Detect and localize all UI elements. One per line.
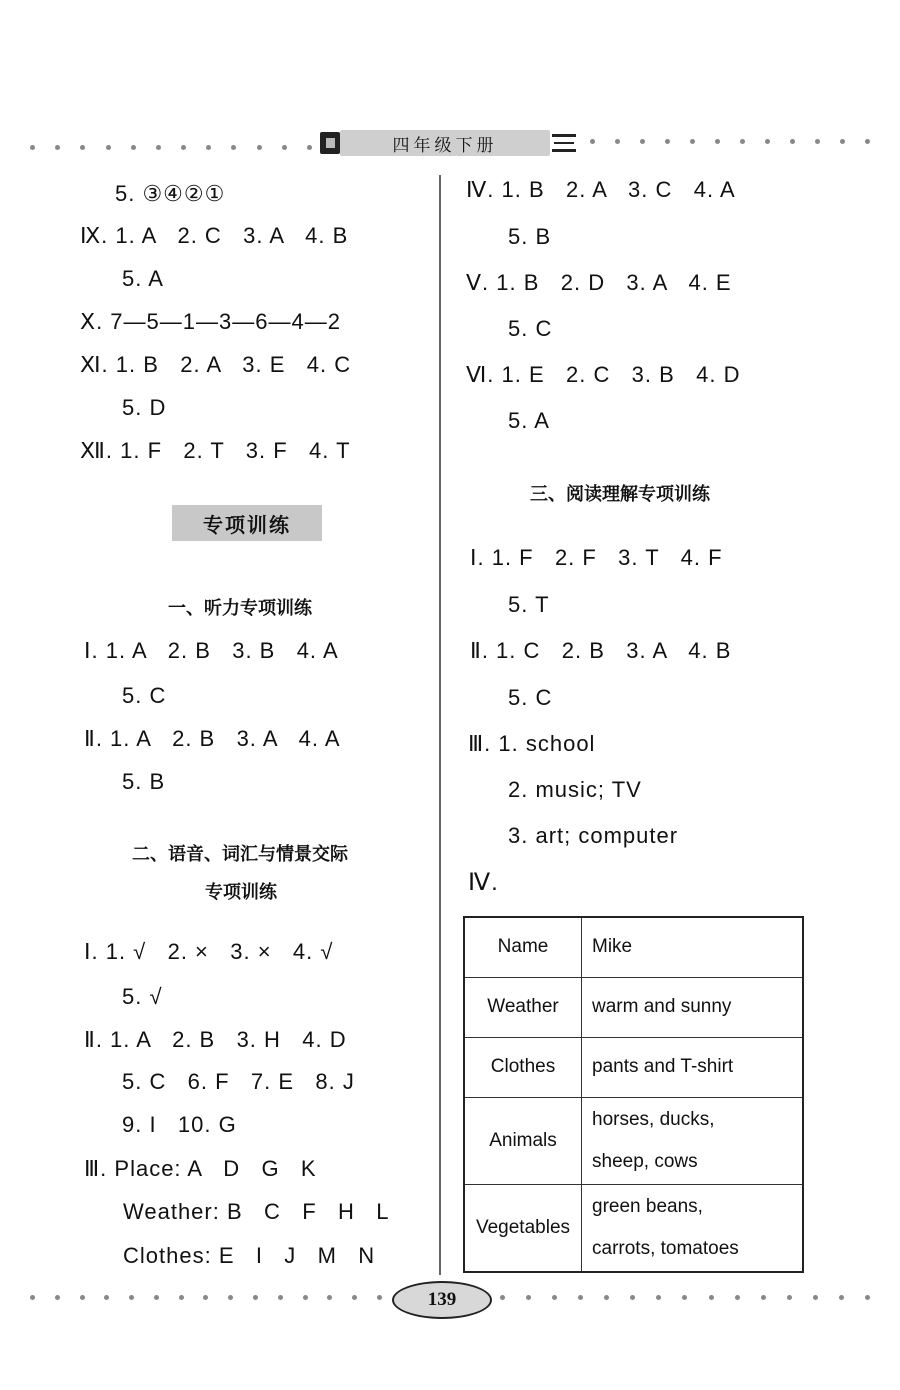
table-key-cell: Clothes [464, 1037, 582, 1097]
answer-line: 5. B [122, 769, 166, 794]
table-value-cell: warm and sunny [582, 977, 804, 1037]
page-number: 139 [392, 1281, 492, 1319]
section-heading-vocab: 二、语音、词汇与情景交际 [132, 844, 348, 865]
answer-line: 5. A [508, 408, 550, 433]
answer-line: 5. A [122, 266, 164, 291]
answer-line: Ⅲ. 1. school [468, 731, 596, 756]
header-dots-left [30, 143, 312, 151]
answer-line: 9. I 10. G [122, 1112, 237, 1137]
answer-line: Ⅱ. 1. A 2. B 3. H 4. D [84, 1027, 347, 1052]
reading-info-table [463, 916, 804, 1273]
table-value-cell: green beans, carrots, tomatoes [582, 1184, 804, 1272]
answer-line: Ⅰ. 1. F 2. F 3. T 4. F [470, 545, 723, 570]
answer-line: Ⅺ. 1. B 2. A 3. E 4. C [80, 352, 352, 377]
answer-line: Ⅰ. 1. √ 2. × 3. × 4. √ [84, 939, 334, 964]
table-row [464, 1037, 803, 1097]
column-divider [439, 175, 441, 1275]
book-icon [320, 132, 340, 154]
answer-line: 5. D [122, 395, 167, 420]
table-key-cell: Vegetables [464, 1184, 582, 1272]
stack-icon [552, 134, 576, 152]
table-value-cell: Mike [582, 917, 804, 977]
answer-line: Ⅱ. 1. A 2. B 3. A 4. A [84, 726, 341, 751]
answer-line: Ⅵ. 1. E 2. C 3. B 4. D [466, 362, 741, 387]
table-row [464, 1097, 803, 1184]
section-heading-reading: 三、阅读理解专项训练 [530, 484, 710, 505]
answer-line: Ⅴ. 1. B 2. D 3. A 4. E [466, 270, 732, 295]
page-header-title: 四年级下册 [340, 130, 550, 156]
footer-dots-left [30, 1293, 382, 1301]
special-training-banner: 专项训练 [172, 505, 322, 541]
table-row [464, 917, 803, 977]
table-row [464, 1184, 803, 1272]
answer-line: 5. C [122, 683, 167, 708]
answer-line: Ⅱ. 1. C 2. B 3. A 4. B [470, 638, 732, 663]
answer-line: 5. C [508, 316, 553, 341]
answer-line: 2. music; TV [508, 777, 642, 802]
answer-line: 5. ③④②① [115, 181, 226, 206]
answer-line: Ⅹ. 7—5—1—3—6—4—2 [80, 309, 341, 334]
table-value-cell: horses, ducks, sheep, cows [582, 1097, 804, 1184]
answer-line: Ⅲ. Place: A D G K [84, 1156, 317, 1181]
section-heading-vocab-line2: 专项训练 [205, 882, 277, 903]
answer-line: 3. art; computer [508, 823, 679, 848]
answer-line: Ⅳ. [468, 869, 499, 896]
header-dots-right [590, 137, 870, 145]
answer-line: 5. C [508, 685, 553, 710]
table-key-cell: Weather [464, 977, 582, 1037]
answer-line: 5. C 6. F 7. E 8. J [122, 1069, 355, 1094]
answer-line: 5. T [508, 592, 550, 617]
answer-line: Ⅻ. 1. F 2. T 3. F 4. T [80, 438, 351, 463]
answer-line: Ⅸ. 1. A 2. C 3. A 4. B [80, 223, 349, 248]
footer-dots-right [500, 1293, 870, 1301]
table-value-cell: pants and T-shirt [582, 1037, 804, 1097]
table-row [464, 977, 803, 1037]
answer-line: 5. √ [122, 984, 163, 1009]
answer-line: Ⅰ. 1. A 2. B 3. B 4. A [84, 638, 339, 663]
answer-line: Ⅳ. 1. B 2. A 3. C 4. A [466, 177, 736, 202]
answer-line: 5. B [508, 224, 552, 249]
table-key-cell: Name [464, 917, 582, 977]
table-key-cell: Animals [464, 1097, 582, 1184]
section-heading-listening: 一、听力专项训练 [168, 598, 312, 619]
answer-line: Weather: B C F H L [123, 1199, 390, 1224]
answer-line: Clothes: E I J M N [123, 1243, 376, 1268]
